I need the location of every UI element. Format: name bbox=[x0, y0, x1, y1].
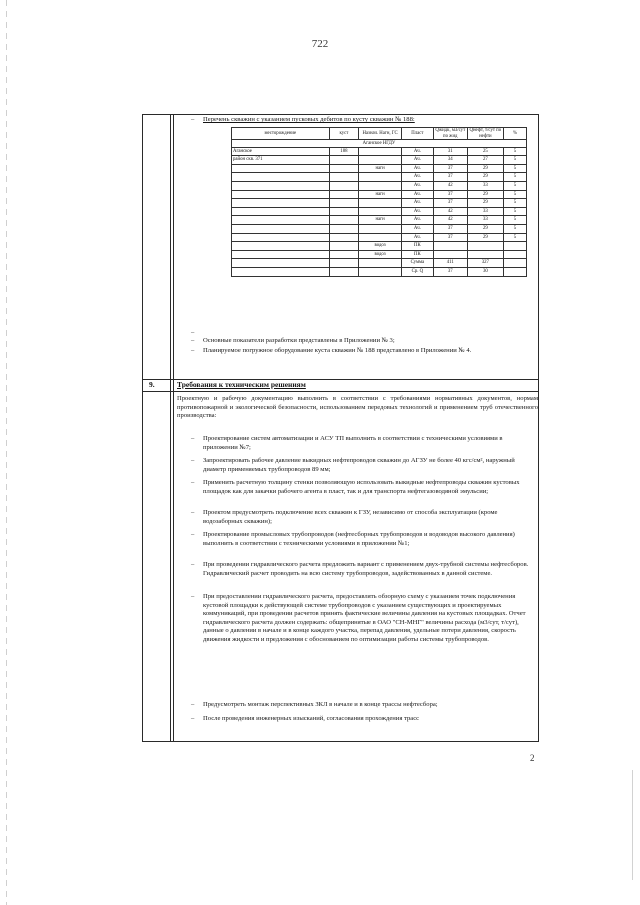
table-cell bbox=[503, 259, 526, 268]
requirement-item: – После проведения инженерных изысканий, согласования прохождения трасс bbox=[191, 715, 420, 722]
table-cell bbox=[232, 190, 330, 199]
table-cell bbox=[329, 250, 359, 259]
table-cell bbox=[359, 233, 402, 242]
table-cell: 5 bbox=[503, 199, 526, 208]
table-header-pad: куст bbox=[329, 128, 359, 140]
requirements-table-frame: – Перечень скважин с указанием пусковых дебитов по кусту скважин № 188: месторождение куст Назнач. Нагн, ГС Пласт Qжидк, м3/сут по жид Qнефт, т/сут по нефти % Аганское НГДУ Аганское 188 Ач. 31 25 5 район скв. 371 Ач. 34 27 5 нагн Ач. 37 29 5 Ач. 37 29 5 Ач. 42 33 5 нагн Ач. 37 29 5 Ач. 37 29 5 Ач. 42 33 5 нагн Ач. 42 33 5 Ач. 37 29 5 Ач. 37 29 5 водоз ПК водоз ПК Сумма 411 327 Ср. Q 37 30 – – Основные показатели разработки представлены в Приложении № 3; – Планируемое погружное оборудование куста скважин № 188 представлено в Приложении № 4. 9. Требования к техническим решениям Проектную и рабочую документацию выполнить в соответствии с требованиями нормативных документов, нормам противопожарной и экологической безопасности, использованием передовых технологий и применением труб отечественного производства: – Проектирование систем автоматизации и АСУ ТП выполнить в соответствии с техническими условиями в приложении №7; – Запроектировать рабочее давление выкидных нефтепроводов скважин до АГЗУ не более 40 кгс/см², наружный диаметр применяемых трубопроводов 89 мм; – Применить расчетную толщину стенки позволяющую использовать выкидные нефтепроводы скважин кустовых площадок как для закачки рабочего агента в пласт, так и для транспорта нефтегазоводяной эмульсии; – Проектом предусмотреть подключение всех скважин к ГЗУ, независимо от способа эксплуатации (кроме водозаборных скважин); – Проектирование промысловых трубопроводов (нефтесборных трубопроводов и водоводов высокого давления) выполнить в соответствии с техническими условиями в приложении №1; – При проведении гидравлического расчета предложить вариант с применением двух-трубной системы нефтесборов. Гидравлический расчет проводить на всю систему трубопроводов, задействованных в данной системе. – При предоставлении гидравлического расчета, предоставлять обзорную схему с указанием точек подключения кустовой площадки к действующей системе трубопроводов с указанием существующих и проектируемых коммуникаций, при проведении расчетов принять фактические величины давления на кустовых площадках. Отчет гидравлического расчета должен содержать: общепринятые в ОАО "СН-МНГ" величины расхода (м3/сут, т/сут), данные о давлении в начале и в конце каждого участка, перепад давления, удельные потери давления, скорость движения жидкости и предложения с обоснованием по оптимизации работы системы трубопроводов. – Предусмотреть монтаж перспективных ЗКЛ в начале и в конце трассы нефтесбора; – После проведения инженерных изысканий, согласования прохождения трасс bbox=[142, 114, 539, 742]
requirement-item: – При проведении гидравлического расчета предложить вариант с применением двух-трубной системы нефтесборов. Гидравлический расчет проводить на всю систему трубопроводов, задействованных в данной системе. bbox=[191, 561, 529, 577]
table-cell bbox=[359, 199, 402, 208]
requirement-item: – При предоставлении гидравлического расчета, предоставлять обзорную схему с указанием точек подключения кустовой площадки к действующей системе трубопроводов с указанием существующих и проектируемых коммуникаций, при проведении расчетов принять фактические величины давления на кустовых площадках. Отчет гидравлического расчета должен содержать: общепринятые в ОАО "СН-МНГ" величины расхода (м3/сут, т/сут), данные о давлении в начале и в конце каждого участка, перепад давления, удельные потери давления, скорость движения жидкости и предложения с обоснованием по оптимизации работы системы трубопроводов. bbox=[191, 593, 526, 643]
table-row bbox=[232, 250, 527, 259]
table-cell: Ср. Q bbox=[401, 268, 433, 277]
table-cell: 37 bbox=[433, 173, 467, 182]
bullet-dev-indicators: – Основные показатели разработки представлены в Приложении № 3; bbox=[191, 337, 395, 344]
table-cell bbox=[329, 216, 359, 225]
table-cell bbox=[329, 156, 359, 165]
table-cell: 42 bbox=[433, 216, 467, 225]
table-cell bbox=[467, 250, 503, 259]
table-cell: нагн bbox=[359, 216, 402, 225]
requirement-item: – Применить расчетную толщину стенки позволяющую использовать выкидные нефтепроводы скважин кустовых площадок как для закачки рабочего агента в пласт, так и для транспорта нефтегазоводяной эмульсии; bbox=[191, 479, 520, 495]
requirement-item: – Проектирование промысловых трубопроводов (нефтесборных трубопроводов и водоводов высокого давления) выполнить в соответствии с техническими условиями в приложении №1; bbox=[191, 531, 515, 547]
table-cell bbox=[359, 268, 402, 277]
table-cell: нагн bbox=[359, 164, 402, 173]
table-row bbox=[232, 173, 527, 182]
table-cell bbox=[359, 156, 402, 165]
table-cell: водоз bbox=[359, 242, 402, 251]
table-cell bbox=[232, 259, 330, 268]
table-cell bbox=[359, 173, 402, 182]
table-cell: 5 bbox=[503, 207, 526, 216]
table-cell: 29 bbox=[467, 199, 503, 208]
table-cell bbox=[232, 233, 330, 242]
table-cell: Ач. bbox=[401, 216, 433, 225]
table-row bbox=[232, 190, 527, 199]
column-divider bbox=[170, 115, 171, 741]
table-cell bbox=[329, 242, 359, 251]
requirement-item: – Запроектировать рабочее давление выкидных нефтепроводов скважин до АГЗУ не более 40 кгс/см², наружный диаметр применяемых трубопроводов 89 мм; bbox=[191, 457, 515, 473]
table-cell: 30 bbox=[467, 268, 503, 277]
table-cell bbox=[232, 242, 330, 251]
table-cell bbox=[329, 164, 359, 173]
table-cell: водоз bbox=[359, 250, 402, 259]
table-cell: Ач. bbox=[401, 199, 433, 208]
table-cell: 27 bbox=[467, 156, 503, 165]
table-cell: 5 bbox=[503, 147, 526, 156]
table-cell: Ач. bbox=[401, 207, 433, 216]
table-cell bbox=[503, 268, 526, 277]
table-cell bbox=[329, 199, 359, 208]
table-cell bbox=[329, 173, 359, 182]
table-cell bbox=[232, 225, 330, 234]
table-cell bbox=[359, 182, 402, 191]
table-row bbox=[232, 216, 527, 225]
table-cell bbox=[433, 242, 467, 251]
table-cell: Ач. bbox=[401, 233, 433, 242]
table-header-field: месторождение bbox=[232, 128, 330, 140]
table-cell bbox=[329, 190, 359, 199]
table-cell bbox=[329, 268, 359, 277]
requirement-item: – Предусмотреть монтаж перспективных ЗКЛ в начале и в конце трассы нефтесбора; bbox=[191, 701, 438, 708]
table-cell bbox=[359, 207, 402, 216]
table-cell bbox=[232, 268, 330, 277]
binding-margin-line bbox=[6, 0, 7, 905]
table-row bbox=[232, 207, 527, 216]
table-cell: 29 bbox=[467, 225, 503, 234]
table-cell: 37 bbox=[433, 233, 467, 242]
table-cell bbox=[329, 259, 359, 268]
table-row bbox=[232, 233, 527, 242]
table-cell bbox=[232, 207, 330, 216]
table-cell: 29 bbox=[467, 233, 503, 242]
page-number-top: 722 bbox=[311, 38, 329, 50]
table-cell: 5 bbox=[503, 216, 526, 225]
table-cell bbox=[329, 182, 359, 191]
table-cell bbox=[359, 225, 402, 234]
table-cell bbox=[329, 207, 359, 216]
table-row bbox=[232, 259, 527, 268]
bullet-downhole-equipment: – Планируемое погружное оборудование куста скважин № 188 представлено в Приложении № 4. bbox=[191, 347, 472, 354]
table-cell: ПК bbox=[401, 250, 433, 259]
section-divider bbox=[143, 391, 538, 392]
table-cell bbox=[359, 147, 402, 156]
table-cell: 42 bbox=[433, 207, 467, 216]
table-cell: 5 bbox=[503, 182, 526, 191]
table-cell: 33 bbox=[467, 207, 503, 216]
table-cell: Аганское bbox=[232, 147, 330, 156]
wells-list-heading: – Перечень скважин с указанием пусковых дебитов по кусту скважин № 188: bbox=[191, 116, 415, 123]
table-cell: ПК bbox=[401, 242, 433, 251]
table-cell: 37 bbox=[433, 164, 467, 173]
table-cell bbox=[232, 173, 330, 182]
table-cell: 327 bbox=[467, 259, 503, 268]
table-cell: 5 bbox=[503, 156, 526, 165]
table-cell: 33 bbox=[467, 182, 503, 191]
table-cell: 29 bbox=[467, 190, 503, 199]
table-row bbox=[232, 156, 527, 165]
table-row bbox=[232, 147, 527, 156]
table-cell: 37 bbox=[433, 199, 467, 208]
scan-edge-line bbox=[632, 770, 633, 880]
table-cell bbox=[503, 242, 526, 251]
table-cell: 411 bbox=[433, 259, 467, 268]
table-cell: Ач. bbox=[401, 182, 433, 191]
table-cell: 5 bbox=[503, 225, 526, 234]
table-cell: 188 bbox=[329, 147, 359, 156]
table-cell: 5 bbox=[503, 190, 526, 199]
table-cell: 37 bbox=[433, 268, 467, 277]
table-row bbox=[232, 164, 527, 173]
table-cell: Сумма bbox=[401, 259, 433, 268]
table-cell: 33 bbox=[467, 216, 503, 225]
table-cell bbox=[467, 242, 503, 251]
table-cell: нагн bbox=[359, 190, 402, 199]
table-header-oil-rate: Qнефт, т/сут по нефти bbox=[467, 128, 503, 140]
table-header-liquid-rate: Qжидк, м3/сут по жид bbox=[433, 128, 467, 140]
table-cell: Ач. bbox=[401, 225, 433, 234]
table-cell: 34 bbox=[433, 156, 467, 165]
table-cell bbox=[359, 259, 402, 268]
table-cell: Ач. bbox=[401, 164, 433, 173]
table-cell: 25 bbox=[467, 147, 503, 156]
table-row bbox=[232, 242, 527, 251]
table-header-percent: % bbox=[503, 128, 526, 140]
table-cell bbox=[232, 164, 330, 173]
section-intro: Проектную и рабочую документацию выполнить в соответствии с требованиями нормативных документов, нормам противопожарной и экологической безопасности, использованием передовых технологий и применением труб отечественного производства: bbox=[177, 395, 538, 420]
table-cell bbox=[232, 199, 330, 208]
column-divider bbox=[173, 115, 174, 741]
table-cell: 37 bbox=[433, 190, 467, 199]
table-cell bbox=[232, 250, 330, 259]
section-title: Требования к техническим решениям bbox=[177, 380, 306, 389]
requirement-item: – Проектом предусмотреть подключение всех скважин к ГЗУ, независимо от способа эксплуатации (кроме водозаборных скважин); bbox=[191, 509, 498, 525]
table-cell: 37 bbox=[433, 225, 467, 234]
table-cell bbox=[232, 182, 330, 191]
table-cell bbox=[503, 250, 526, 259]
table-row bbox=[232, 182, 527, 191]
section-number: 9. bbox=[149, 380, 155, 389]
table-header-layer: Пласт bbox=[401, 128, 433, 140]
table-cell bbox=[329, 225, 359, 234]
table-row bbox=[232, 268, 527, 277]
table-cell: 29 bbox=[467, 173, 503, 182]
table-cell: 5 bbox=[503, 233, 526, 242]
table-header-purpose: Назнач. Нагн, ГС bbox=[359, 128, 402, 140]
table-cell: 5 bbox=[503, 164, 526, 173]
table-cell: Ач. bbox=[401, 190, 433, 199]
requirement-item: – Проектирование систем автоматизации и АСУ ТП выполнить в соответствии с техническими условиями в приложении №7; bbox=[191, 435, 503, 451]
table-row bbox=[232, 199, 527, 208]
table-cell: район скв. 371 bbox=[232, 156, 330, 165]
table-row bbox=[232, 225, 527, 234]
table-cell: Ач. bbox=[401, 147, 433, 156]
table-group-row bbox=[232, 140, 527, 148]
table-group-label: Аганское НГДУ bbox=[232, 140, 527, 148]
table-cell: 5 bbox=[503, 173, 526, 182]
table-cell bbox=[433, 250, 467, 259]
table-cell: 31 bbox=[433, 147, 467, 156]
table-cell: Ач. bbox=[401, 173, 433, 182]
table-cell bbox=[232, 216, 330, 225]
table-cell: 29 bbox=[467, 164, 503, 173]
page-number-bottom: 2 bbox=[530, 753, 535, 763]
table-cell: 42 bbox=[433, 182, 467, 191]
wells-table bbox=[231, 127, 527, 277]
table-cell: Ач. bbox=[401, 156, 433, 165]
table-cell bbox=[329, 233, 359, 242]
